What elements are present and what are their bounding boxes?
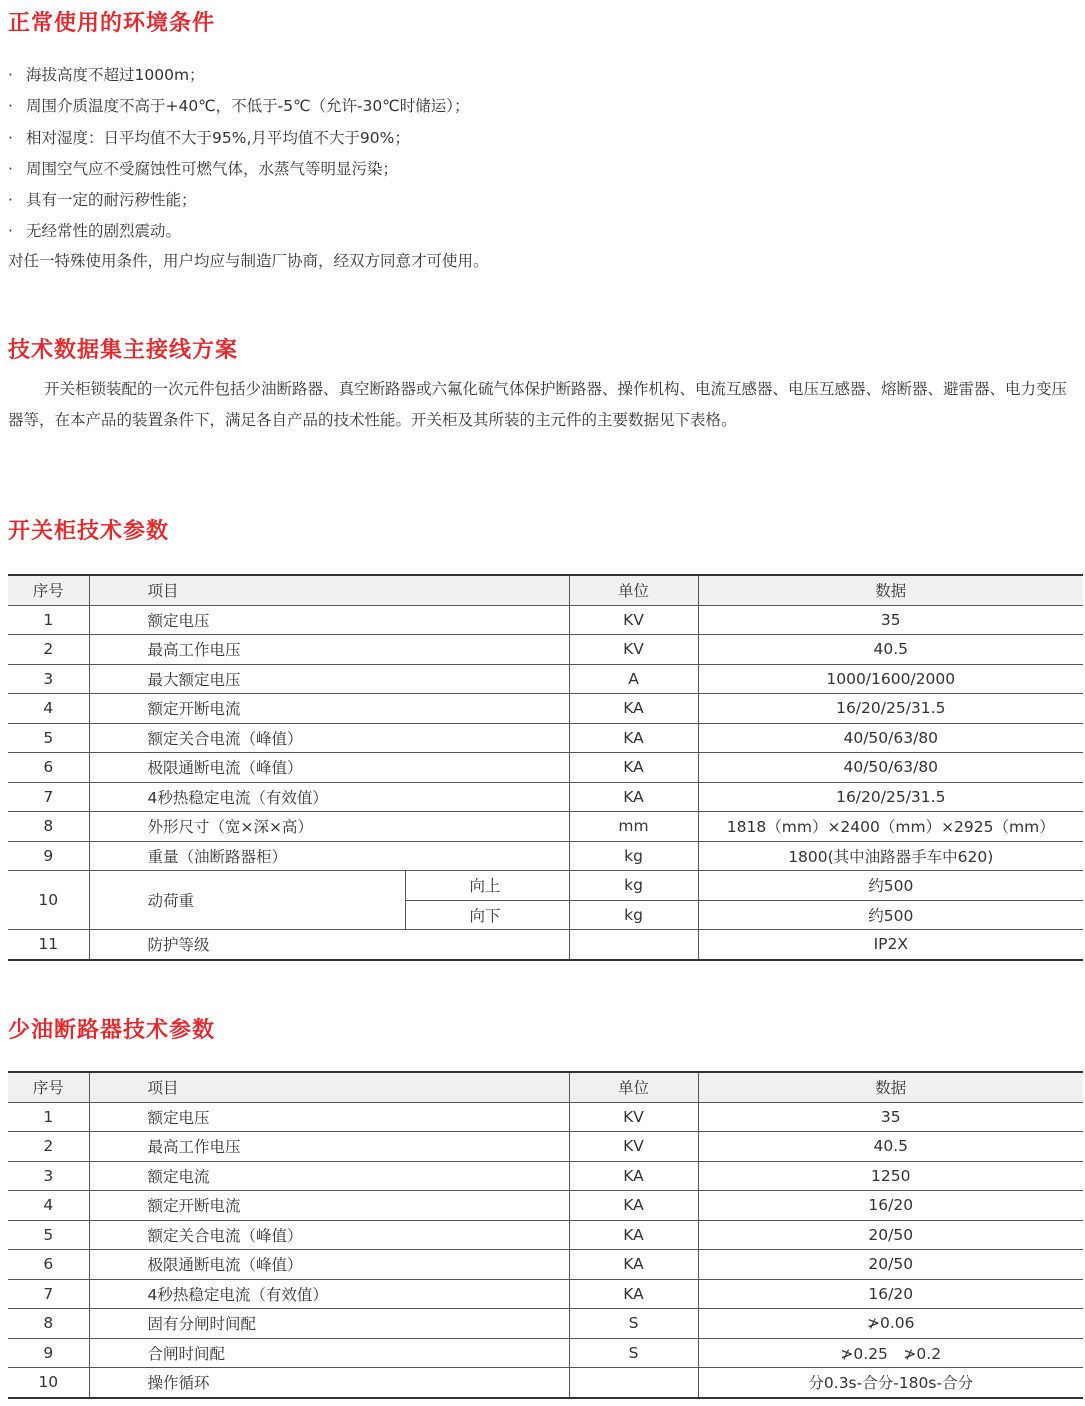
table-row: 1 额定电压 KV 35 xyxy=(8,605,1083,635)
list-item: · 具有一定的耐污秽性能； xyxy=(8,191,197,210)
section-title-environment: 正常使用的环境条件 xyxy=(8,11,216,36)
table-row: 8 外形尺寸（宽×深×高） mm 1818（mm）×2400（mm）×2925（mm） xyxy=(8,812,1083,842)
list-item: · 相对湿度：日平均值不大于95%,月平均值不大于90%； xyxy=(8,128,410,147)
header-value: 数据 xyxy=(698,1072,1083,1102)
table-row: 9 合闸时间配 S ≯0.25 ≯0.2 xyxy=(8,1338,1083,1368)
switchgear-params-table xyxy=(8,574,1083,961)
table-row: 6 极限通断电流（峰值） KA 20/50 xyxy=(8,1250,1083,1280)
technical-data-paragraph: 开关柜锁装配的一次元件包括少油断路器、真空断路器或六氟化硫气体保护断路器、操作机构、电流互感器、电压互感器、熔断器、避雷器、电力变压器等，在本产品的装置条件下，满足各自产品的技术性能。开关柜及其所装的主元件的主要数据见下表格。 xyxy=(8,380,1068,429)
table-row: 3 最大额定电压 A 1000/1600/2000 xyxy=(8,664,1083,694)
header-unit: 单位 xyxy=(569,1072,698,1102)
table-row: 1 额定电压 KV 35 xyxy=(8,1102,1083,1132)
table-row: 2 最高工作电压 KV 40.5 xyxy=(8,635,1083,665)
header-item: 项目 xyxy=(89,575,569,605)
table-row: 6 极限通断电流（峰值） KA 40/50/63/80 xyxy=(8,753,1083,783)
header-item: 项目 xyxy=(89,1072,569,1102)
table-row: 7 4秒热稳定电流（有效值） KA 16/20/25/31.5 xyxy=(8,782,1083,812)
list-item: · 海拔高度不超过1000m； xyxy=(8,66,205,84)
table-header-row xyxy=(8,575,1083,605)
table-row: 向下 kg 约500 xyxy=(8,900,1083,930)
table-row: 8 固有分闸时间配 S ≯0.06 xyxy=(8,1309,1083,1339)
table-row: 3 额定电流 KA 1250 xyxy=(8,1161,1083,1191)
table-row: 4 额定开断电流 KA 16/20/25/31.5 xyxy=(8,694,1083,724)
table-row: 10 动荷重 向上 kg 约500 xyxy=(8,871,1083,901)
section-title-breaker-params: 少油断路器技术参数 xyxy=(8,1018,216,1043)
header-no: 序号 xyxy=(8,1072,89,1102)
list-item: · 周围介质温度不高于+40℃，不低于-5℃（允许-30℃时储运）； xyxy=(8,97,470,116)
section-title-switchgear-params: 开关柜技术参数 xyxy=(8,519,170,544)
table-row: 5 额定关合电流（峰值） KA 40/50/63/80 xyxy=(8,723,1083,753)
table-row: 11 防护等级 IP2X xyxy=(8,930,1083,960)
table-header-row xyxy=(8,1072,1083,1102)
header-value: 数据 xyxy=(698,575,1083,605)
breaker-params-table xyxy=(8,1071,1083,1399)
special-conditions-note: 对任一特殊使用条件，用户均应与制造厂协商，经双方同意才可使用。 xyxy=(8,252,489,270)
table-row: 2 最高工作电压 KV 40.5 xyxy=(8,1132,1083,1162)
list-item: · 无经常性的剧烈震动。 xyxy=(8,222,182,241)
list-item: · 周围空气应不受腐蚀性可燃气体，水蒸气等明显污染； xyxy=(8,159,399,178)
section-title-technical-data: 技术数据集主接线方案 xyxy=(8,338,239,363)
header-no: 序号 xyxy=(8,575,89,605)
table-row: 4 额定开断电流 KA 16/20 xyxy=(8,1191,1083,1221)
environment-conditions-list xyxy=(8,60,469,248)
header-unit: 单位 xyxy=(569,575,698,605)
table-row: 7 4秒热稳定电流（有效值） KA 16/20 xyxy=(8,1279,1083,1309)
table-row: 10 操作循环 分0.3s-合分-180s-合分 xyxy=(8,1368,1083,1398)
table-row: 5 额定关合电流（峰值） KA 20/50 xyxy=(8,1220,1083,1250)
table-row: 9 重量（油断路器柜） kg 1800(其中油路器手车中620) xyxy=(8,841,1083,871)
